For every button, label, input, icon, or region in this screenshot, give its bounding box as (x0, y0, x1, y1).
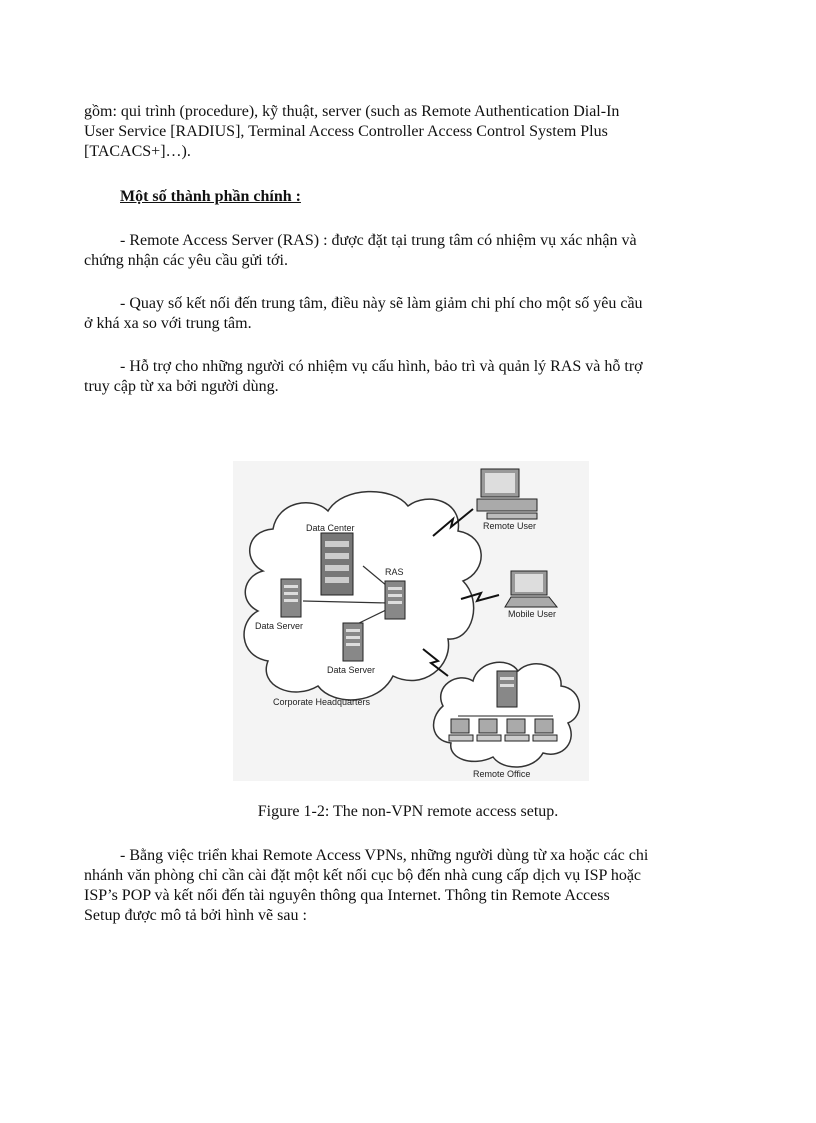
figure-caption: Figure 1-2: The non-VPN remote access setup. (257, 803, 559, 820)
bullet-support (84, 357, 724, 397)
remote-user-computer-icon (477, 469, 537, 519)
bullet-line: chứng nhận các yêu cầu gửi tới. (84, 252, 288, 269)
mobile-user-laptop-icon (505, 571, 557, 607)
label-data-center: Data Center (306, 523, 355, 533)
label-data-server-bottom: Data Server (327, 665, 376, 675)
closing-line: nhánh văn phòng chỉ cần cài đặt một kết nối cục bộ đến nhà cung cấp dịch vụ ISP hoặc (84, 867, 642, 884)
bullet-ras (84, 231, 724, 271)
closing-line: Setup được mô tả bởi hình vẽ sau : (84, 907, 307, 924)
closing-line: - Bằng việc triển khai Remote Access VPNs, những người dùng từ xa hoặc các chi (120, 847, 649, 864)
intro-line: [TACACS+]…). (84, 143, 191, 160)
data-server-left-icon (281, 579, 301, 617)
intro-paragraph (84, 102, 724, 162)
closing-line: ISP’s POP và kết nối đến tài nguyên thông qua Internet. Thông tin Remote Access (84, 887, 610, 904)
closing-paragraph (84, 846, 724, 926)
bullet-line: truy cập từ xa bởi người dùng. (84, 378, 279, 395)
ras-server-icon (385, 581, 405, 619)
bullet-line: - Hỗ trợ cho những người có nhiệm vụ cấu hình, bảo trì và quản lý RAS và hỗ trợ (120, 358, 643, 375)
network-diagram (233, 461, 589, 781)
label-remote-office: Remote Office (473, 769, 531, 779)
intro-line: gồm: qui trình (procedure), kỹ thuật, server (such as Remote Authentication Dial-In (84, 103, 620, 120)
bullet-line: ở khá xa so với trung tâm. (84, 315, 252, 332)
intro-line: User Service [RADIUS], Terminal Access Controller Access Control System Plus (84, 123, 608, 140)
data-center-server-icon (321, 533, 353, 595)
label-data-server-left: Data Server (255, 621, 304, 631)
bullet-line: - Remote Access Server (RAS) : được đặt tại trung tâm có nhiệm vụ xác nhận và (120, 232, 637, 249)
section-heading: Một số thành phần chính : (120, 188, 301, 205)
label-corporate-headquarters: Corporate Headquarters (273, 697, 371, 707)
label-mobile-user: Mobile User (508, 609, 557, 619)
label-ras: RAS (385, 567, 404, 577)
remote-office-server-icon (497, 671, 517, 707)
label-remote-user: Remote User (483, 521, 537, 531)
bullet-dialup (84, 294, 724, 334)
data-server-bottom-icon (343, 623, 363, 661)
bullet-line: - Quay số kết nối đến trung tâm, điều này sẽ làm giảm chi phí cho một số yêu cầu (120, 295, 643, 312)
